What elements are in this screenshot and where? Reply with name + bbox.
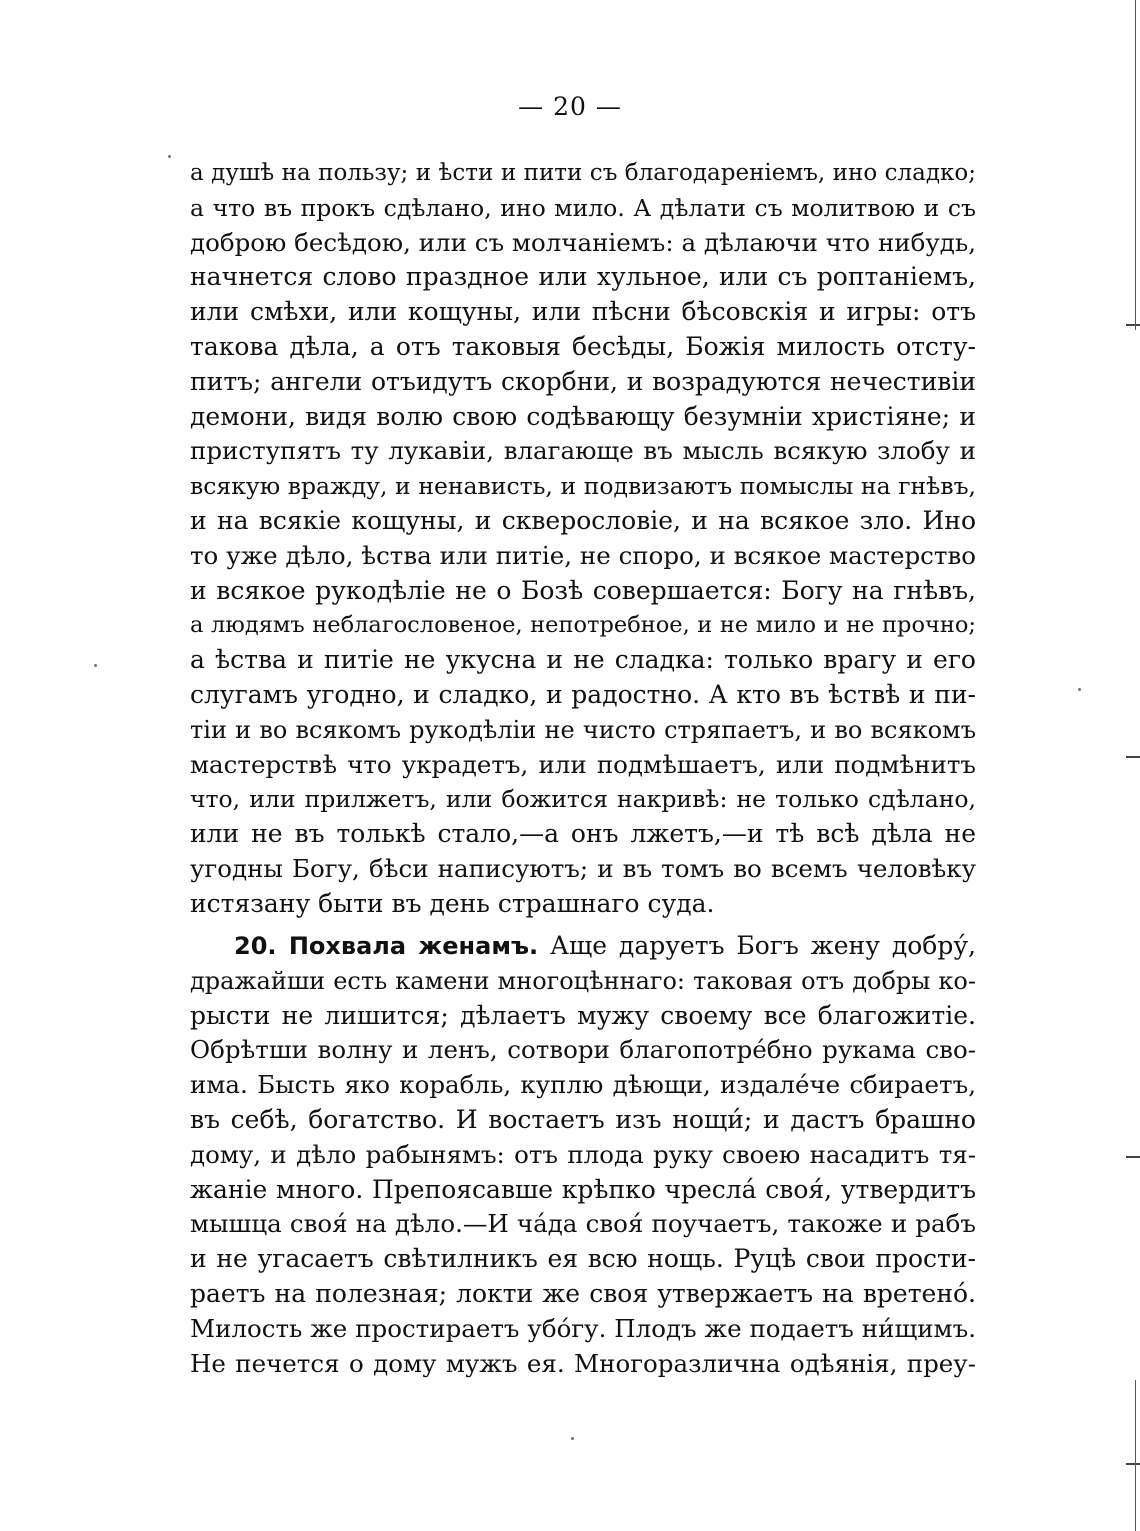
text-line: рысти не лишится; дѣлаетъ мужу своему все благожитiе. xyxy=(190,1000,976,1030)
text-line: а что въ прокъ сдѣлано, ино мило. А дѣлати съ молитвою и съ xyxy=(190,193,976,222)
text-line: въ себѣ, богатство. И востаетъ изъ нощи́; и дастъ брашно xyxy=(190,1104,976,1134)
text-line: угодны Богу, бѣси написуютъ; и въ томъ во всемъ человѣку xyxy=(190,853,976,883)
text-line: демони, видя волю свою содѣвающу безумнiи христiяне; и xyxy=(190,401,976,431)
text-line: а людямъ неблагословеное, непотребное, и не мило и не прочно; xyxy=(190,612,976,639)
text-line: дому, и дѣло рабынямъ: отъ плода руку своею насадитъ тя- xyxy=(190,1139,976,1169)
scan-speck xyxy=(168,155,171,158)
section-heading: 20. Похвала женамъ. xyxy=(234,932,539,960)
section-first-line xyxy=(190,929,976,964)
text-line: или не въ толькѣ стало,—а онъ лжетъ,—и тѣ всѣ дѣла не xyxy=(190,819,976,849)
text-line: дражайши есть камени многоцѣннаго: таковая отъ добры ко- xyxy=(190,966,976,995)
scan-edge-line xyxy=(1135,1380,1136,1531)
scan-edge-mark xyxy=(1126,1463,1140,1465)
scan-speck xyxy=(1078,688,1081,691)
text-line: то уже дѣло, ѣства или питiе, не споро, и всякое мастерство xyxy=(190,540,976,570)
text-line: начнется слово праздное или хульное, или съ роптанiемъ, xyxy=(190,262,976,292)
page-number: — 20 — xyxy=(518,92,622,121)
text-line: жанiе много. Препоясавше крѣпко чресла́ своя́, утвердитъ xyxy=(190,1174,976,1204)
text-line: и не угасаетъ свѣтилникъ ея всю нощь. Руцѣ свои прости- xyxy=(190,1244,976,1274)
scan-speck xyxy=(571,1437,574,1440)
scan-edge-line xyxy=(1135,0,1136,330)
section-first-line-text: Аще даруетъ Богъ жену добру́, xyxy=(538,931,976,960)
scan-edge-mark xyxy=(1126,324,1140,326)
text-line: Обрѣтши волну и ленъ, сотвори благопотре́бно рукама сво- xyxy=(190,1035,976,1065)
text-line: и на всякiе кощуны, и скверословiе, и на всякое зло. Ино xyxy=(190,505,976,535)
text-line: мышца своя́ на дѣло.—И ча́да своя́ поучаетъ, такоже и рабъ xyxy=(190,1209,976,1239)
text-line: мастерствѣ что украдетъ, или подмѣшаетъ, или подмѣнитъ xyxy=(190,749,976,779)
section-20-praise-of-wives xyxy=(190,929,976,1381)
text-line: а душѣ на пользу; и ѣсти и пити съ благодаренiемъ, ино сладко; xyxy=(190,160,976,186)
text-line: такова дѣла, а отъ таковыя бесѣды, Божiя милость отсту- xyxy=(190,331,976,361)
text-line: питъ; ангели отъидутъ скорбни, и возрадуются нечестивiи xyxy=(190,366,976,396)
text-line: има. Бысть яко корабль, куплю дѣющи, издале́че сбираетъ, xyxy=(190,1070,976,1100)
text-line-last: истязану быти въ день страшнаго суда. xyxy=(190,888,715,918)
text-line: Милость же простираетъ убо́гу. Плодъ же подаетъ ни́щимъ. xyxy=(190,1313,976,1343)
text-line: и всякое рукодѣлiе не о Бозѣ совершается: Богу на гнѣвъ, xyxy=(190,575,976,605)
text-block-continuation xyxy=(190,156,976,922)
text-line: что, или прилжетъ, или божится накривѣ: не только сдѣлано, xyxy=(190,785,976,814)
text-line: всякую вражду, и ненависть, и подвизаютъ помыслы на гнѣвъ, xyxy=(190,472,976,501)
text-line: доброю бесѣдою, или съ молчанiемъ: а дѣлаючи что нибудь, xyxy=(190,227,976,257)
text-line: а ѣства и питiе не укусна и не сладка: только врагу и его xyxy=(190,645,976,675)
scan-speck xyxy=(94,664,97,667)
scan-edge-mark xyxy=(1126,756,1140,758)
text-line: тiи и во всякомъ рукодѣлiи не чисто стряпаетъ, и во всякомъ xyxy=(190,715,976,744)
text-line: или смѣхи, или кощуны, или пѣсни бѣсовскiя и игры: отъ xyxy=(190,297,976,327)
text-line: раетъ на полезная; локти же своя утвержаетъ на вретено́. xyxy=(190,1278,976,1308)
text-line: слугамъ угодно, и сладко, и радостно. А кто въ ѣствѣ и пи- xyxy=(190,679,976,709)
text-line: приступятъ ту лукавiи, влагающе въ мысль всякую злобу и xyxy=(190,436,976,466)
scan-edge-mark xyxy=(1126,1156,1140,1158)
text-line: Не печется о дому мужъ ея. Многоразлична одѣянiя, преу- xyxy=(190,1348,976,1378)
